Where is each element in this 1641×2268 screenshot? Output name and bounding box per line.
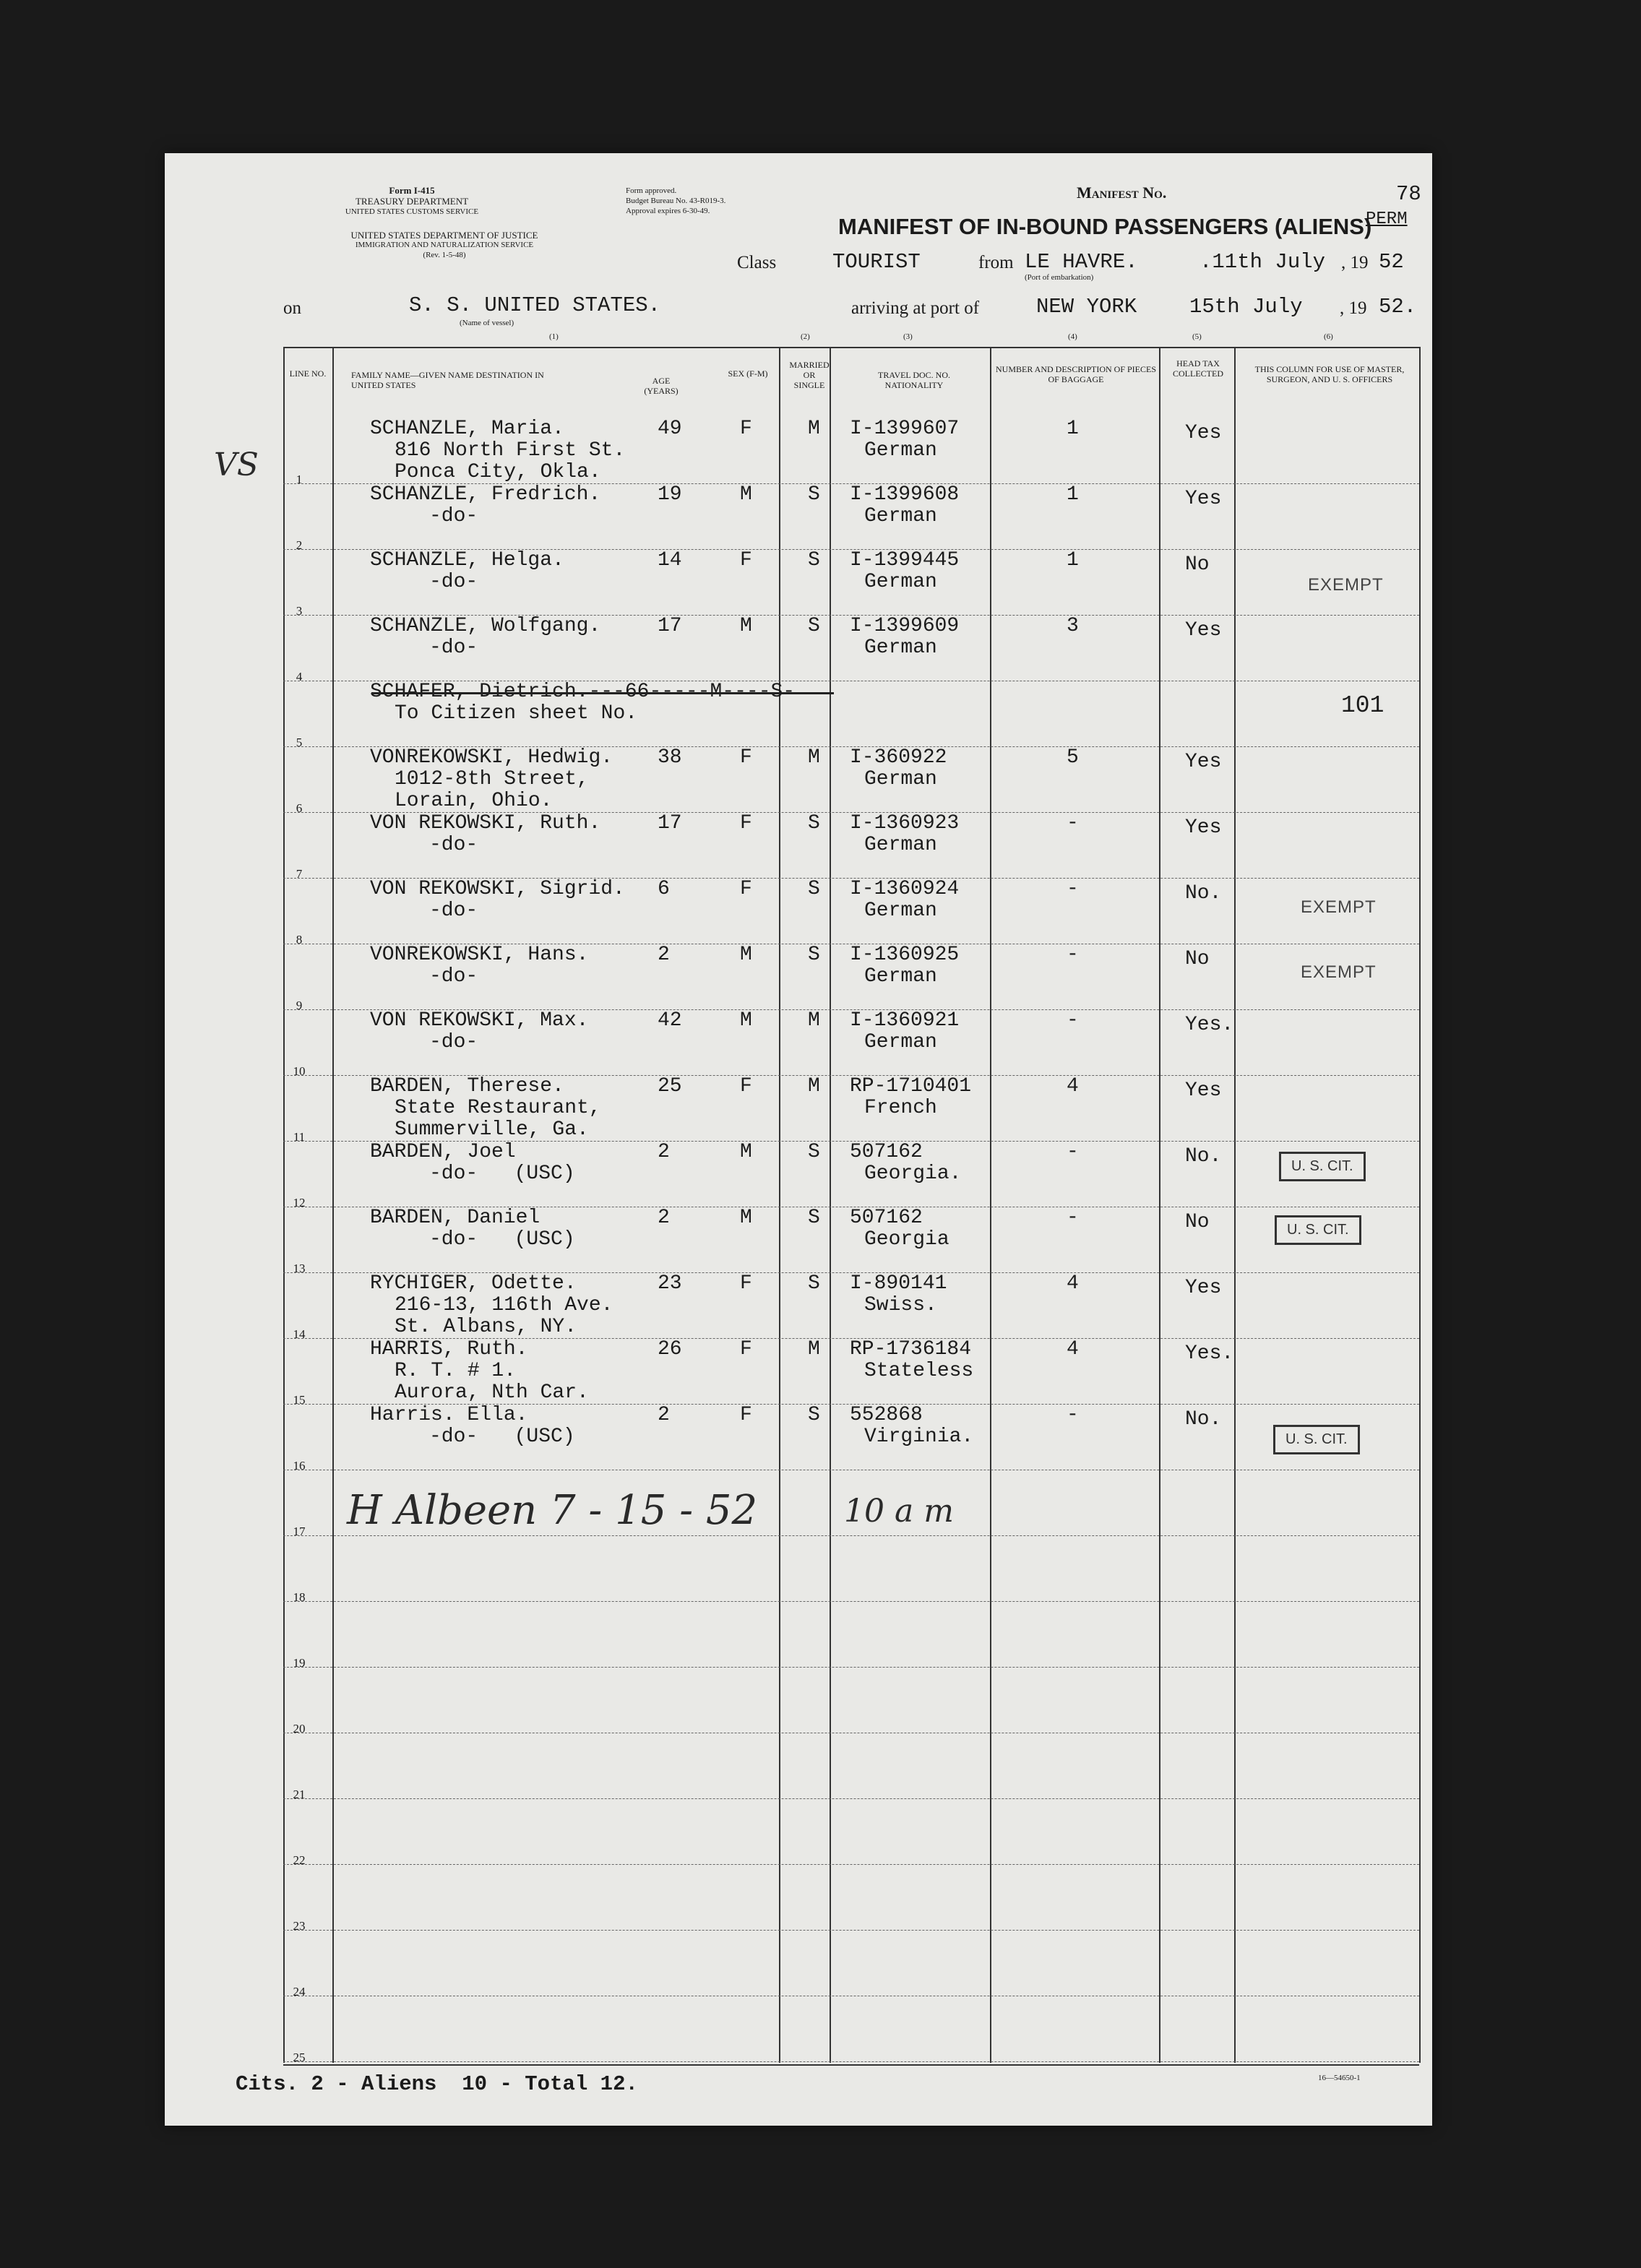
line-number: 17	[293, 1525, 306, 1538]
passenger-name: BARDEN, Joel	[370, 1141, 516, 1163]
marital-status: S	[808, 812, 820, 835]
arrival-port: NEW YORK	[1036, 295, 1137, 319]
line-number: 25	[293, 2051, 306, 2064]
exempt-stamp: EXEMPT	[1301, 897, 1377, 917]
destination: -do-	[429, 637, 478, 659]
passenger-name: SCHANZLE, Helga.	[370, 549, 564, 572]
destination-line-2: Aurora, Nth Car.	[395, 1381, 589, 1404]
arrival-time-note: 10 a m	[844, 1493, 954, 1530]
passenger-name: Harris. Ella.	[370, 1404, 528, 1426]
header-travel-doc: TRAVEL DOC. NO. NATIONALITY	[877, 370, 950, 390]
destination-line-2: Summerville, Ga.	[395, 1118, 589, 1141]
travel-doc-number: 507162	[850, 1141, 923, 1163]
head-tax: Yes.	[1185, 1342, 1234, 1365]
column-rule	[779, 347, 780, 2063]
marital-status: S	[808, 1207, 820, 1229]
line-number: 9	[296, 999, 303, 1012]
baggage-count: -	[1067, 878, 1079, 900]
travel-doc-number: I-1399609	[850, 615, 960, 637]
line-number: 14	[293, 1327, 306, 1341]
age: 49	[658, 418, 682, 440]
travel-doc-number: I-1399608	[850, 483, 960, 506]
from-label: from	[978, 253, 1014, 272]
nationality: German	[864, 900, 937, 922]
line-number: 18	[293, 1590, 306, 1604]
header-age: AGE (YEARS)	[644, 376, 679, 396]
line-number: 5	[296, 736, 303, 749]
travel-doc-number: 552868	[850, 1404, 923, 1426]
footer-summary: Cits. 2 - Aliens 10 - Total 12.	[236, 2072, 638, 2096]
head-tax: Yes	[1185, 422, 1222, 444]
nationality: Georgia.	[864, 1163, 962, 1185]
nationality: German	[864, 637, 937, 659]
manifest-number: 78	[1396, 182, 1421, 206]
vessel-name: S. S. UNITED STATES.	[409, 293, 661, 317]
header-married: MARRIED OR SINGLE	[789, 360, 830, 390]
marital-status: M	[808, 1009, 820, 1032]
sex: F	[740, 1075, 752, 1098]
age: 2	[658, 1404, 670, 1426]
line-number: 6	[296, 801, 303, 815]
sex: F	[740, 418, 752, 440]
destination: R. T. # 1.	[395, 1360, 517, 1382]
sex: M	[740, 1141, 752, 1163]
baggage-count: -	[1067, 1404, 1079, 1426]
exempt-stamp: EXEMPT	[1301, 962, 1377, 982]
marital-status: S	[808, 1141, 820, 1163]
row-divider	[283, 1535, 1419, 1536]
line-number: 24	[293, 1985, 306, 1998]
vs-mark: VS	[214, 447, 259, 483]
treasury-dept: TREASURY DEPARTMENT	[355, 196, 469, 207]
header-officers: THIS COLUMN FOR USE OF MASTER, SURGEON, AND U. S. OFFICERS	[1254, 364, 1405, 384]
travel-doc-number: I-360922	[850, 746, 947, 769]
baggage-count: -	[1067, 1207, 1079, 1229]
destination: -do-	[429, 571, 478, 593]
travel-doc-number: I-1399607	[850, 418, 960, 440]
header-sex: SEX (F-M)	[728, 368, 768, 379]
citizen-sheet-number: 101	[1341, 692, 1384, 719]
baggage-count: -	[1067, 944, 1079, 966]
passenger-name: RYCHIGER, Odette.	[370, 1272, 577, 1295]
sex: F	[740, 549, 752, 572]
embarkation-port: LE HAVRE.	[1025, 250, 1138, 274]
sex: F	[740, 1272, 752, 1295]
line-number: 8	[296, 933, 303, 947]
sex: F	[740, 1338, 752, 1361]
destination: -do-	[429, 1031, 478, 1053]
perm-mark: PERM	[1366, 210, 1408, 229]
baggage-count: -	[1067, 1009, 1079, 1032]
destination: To Citizen sheet No.	[395, 702, 638, 725]
form-revision: (Rev. 1-5-48)	[423, 251, 466, 259]
head-tax: Yes	[1185, 816, 1222, 839]
arrival-year: 52.	[1379, 295, 1417, 319]
passenger-name: VONREKOWSKI, Hedwig.	[370, 746, 613, 769]
line-number: 15	[293, 1393, 306, 1407]
header-head-tax: HEAD TAX COLLECTED	[1173, 358, 1223, 379]
destination-line-2: Ponca City, Okla.	[395, 461, 601, 483]
row-divider	[283, 1864, 1419, 1865]
line-number: 19	[293, 1656, 306, 1670]
baggage-count: 1	[1067, 483, 1079, 506]
line-number: 3	[296, 604, 303, 618]
destination: State Restaurant,	[395, 1097, 601, 1119]
passenger-name: SCHANZLE, Maria.	[370, 418, 564, 440]
passenger-name: SCHANZLE, Wolfgang.	[370, 615, 601, 637]
line-number: 22	[293, 1853, 306, 1867]
age: 25	[658, 1075, 682, 1098]
head-tax: Yes	[1185, 1079, 1222, 1102]
embarkation-caption: (Port of embarkation)	[1025, 273, 1094, 282]
col-num: (5)	[1192, 332, 1202, 341]
col-num: (3)	[903, 332, 913, 341]
year-prefix: , 19	[1340, 298, 1367, 318]
us-citizen-stamp: U. S. CIT.	[1279, 1152, 1366, 1181]
destination: -do-	[429, 505, 478, 527]
passenger-name: VON REKOWSKI, Sigrid.	[370, 878, 625, 900]
sex: F	[740, 746, 752, 769]
class-label: Class	[737, 253, 777, 272]
header-line-no: LINE NO.	[289, 368, 327, 379]
marital-status: M	[808, 1338, 820, 1361]
passenger-name: BARDEN, Therese.	[370, 1075, 564, 1098]
line-number: 13	[293, 1262, 306, 1275]
nationality: Georgia	[864, 1228, 949, 1251]
passenger-name: VON REKOWSKI, Max.	[370, 1009, 589, 1032]
exempt-stamp: EXEMPT	[1308, 575, 1384, 595]
travel-doc-number: I-1360921	[850, 1009, 960, 1032]
manifest-title: MANIFEST OF IN-BOUND PASSENGERS (ALIENS)	[838, 214, 1372, 239]
travel-doc-number: I-1399445	[850, 549, 960, 572]
manifest-label: Manifest No.	[1077, 184, 1167, 202]
nationality: German	[864, 505, 937, 527]
age: 17	[658, 615, 682, 637]
strike-line	[371, 692, 834, 694]
marital-status: M	[808, 746, 820, 769]
line-number: 11	[293, 1130, 306, 1144]
head-tax: No	[1185, 948, 1210, 970]
footer-form-code: 16—54650-1	[1318, 2074, 1361, 2082]
baggage-count: 1	[1067, 549, 1079, 572]
age: 19	[658, 483, 682, 506]
sex: M	[740, 1009, 752, 1032]
destination: -do-	[429, 834, 478, 856]
ins-service: IMMIGRATION AND NATURALIZATION SERVICE	[355, 241, 534, 249]
baggage-count: 3	[1067, 615, 1079, 637]
embarkation-year: 52	[1379, 250, 1404, 274]
marital-status: M	[808, 1075, 820, 1098]
passenger-name: HARRIS, Ruth.	[370, 1338, 528, 1361]
baggage-count: -	[1067, 1141, 1079, 1163]
row-divider	[283, 1601, 1419, 1602]
marital-status: S	[808, 944, 820, 966]
nationality: German	[864, 571, 937, 593]
baggage-count: 4	[1067, 1075, 1079, 1098]
marital-status: M	[808, 418, 820, 440]
header-baggage: NUMBER AND DESCRIPTION OF PIECES OF BAGGAGE	[995, 364, 1157, 384]
arriving-label: arriving at port of	[851, 298, 980, 318]
destination: -do-	[429, 965, 478, 988]
line-number: 2	[296, 538, 303, 552]
nationality: Virginia.	[864, 1426, 974, 1448]
destination-line-2: Lorain, Ohio.	[395, 790, 553, 812]
age: 2	[658, 1141, 670, 1163]
sex: F	[740, 1404, 752, 1426]
customs-service: UNITED STATES CUSTOMS SERVICE	[345, 207, 479, 216]
head-tax: No.	[1185, 882, 1222, 905]
travel-doc-number: I-1360925	[850, 944, 960, 966]
nationality: German	[864, 768, 937, 790]
col-num: (6)	[1324, 332, 1333, 341]
travel-doc-number: 507162	[850, 1207, 923, 1229]
col-num: (2)	[801, 332, 810, 341]
approval-line: Form approved.	[626, 186, 677, 195]
sex: F	[740, 878, 752, 900]
nationality: German	[864, 439, 937, 462]
line-number: 12	[293, 1196, 306, 1210]
line-number: 23	[293, 1919, 306, 1933]
nationality: Stateless	[864, 1360, 974, 1382]
row-divider	[283, 1798, 1419, 1799]
line-number: 16	[293, 1459, 306, 1473]
marital-status: S	[808, 878, 820, 900]
travel-doc-number: RP-1736184	[850, 1338, 972, 1361]
baggage-count: 4	[1067, 1272, 1079, 1295]
passenger-name: BARDEN, Daniel	[370, 1207, 540, 1229]
arrival-date: 15th July	[1189, 295, 1303, 319]
head-tax: Yes.	[1185, 1014, 1234, 1036]
passenger-name: VON REKOWSKI, Ruth.	[370, 812, 601, 835]
approval-line: Approval expires 6-30-49.	[626, 207, 710, 215]
year-prefix: , 19	[1341, 253, 1369, 272]
head-tax: No.	[1185, 1145, 1222, 1168]
row-divider	[283, 2061, 1419, 2062]
embarkation-date: .11th July	[1199, 250, 1326, 274]
column-rule	[1234, 347, 1236, 2063]
age: 6	[658, 878, 670, 900]
vessel-caption: (Name of vessel)	[460, 319, 514, 327]
age: 42	[658, 1009, 682, 1032]
marital-status: S	[808, 1404, 820, 1426]
passenger-name: SCHANZLE, Fredrich.	[370, 483, 601, 506]
destination: -do-	[429, 900, 478, 922]
destination: 1012-8th Street,	[395, 768, 589, 790]
sex: F	[740, 812, 752, 835]
head-tax: Yes	[1185, 751, 1222, 773]
line-number: 1	[296, 473, 303, 486]
passenger-name: VONREKOWSKI, Hans.	[370, 944, 589, 966]
sex: M	[740, 615, 752, 637]
line-number: 7	[296, 867, 303, 881]
nationality: German	[864, 834, 937, 856]
line-number: 10	[293, 1064, 306, 1078]
us-citizen-stamp: U. S. CIT.	[1273, 1425, 1360, 1454]
approval-line: Budget Bureau No. 43-R019-3.	[626, 197, 726, 205]
column-rule	[1159, 347, 1160, 2063]
head-tax: No	[1185, 1211, 1210, 1233]
line-number: 21	[293, 1788, 306, 1801]
age: 2	[658, 944, 670, 966]
form-number: Form I-415	[389, 185, 435, 196]
column-rule	[283, 347, 285, 2063]
head-tax: Yes	[1185, 488, 1222, 510]
marital-status: S	[808, 1272, 820, 1295]
baggage-count: -	[1067, 812, 1079, 835]
travel-doc-number: I-1360923	[850, 812, 960, 835]
us-citizen-stamp: U. S. CIT.	[1275, 1215, 1361, 1245]
destination: -do- (USC)	[429, 1426, 575, 1448]
line-number: 20	[293, 1722, 306, 1736]
nationality: German	[864, 965, 937, 988]
column-rule	[332, 347, 334, 2063]
col-num: (1)	[549, 332, 559, 341]
travel-doc-number: I-1360924	[850, 878, 960, 900]
nationality: French	[864, 1097, 937, 1119]
nationality: Swiss.	[864, 1294, 937, 1316]
age: 14	[658, 549, 682, 572]
header-name: FAMILY NAME—GIVEN NAME DESTINATION IN UNITED STATES	[351, 370, 544, 390]
sex: M	[740, 483, 752, 506]
inspector-signature: H Albeen 7 - 15 - 52	[347, 1487, 758, 1534]
destination: -do- (USC)	[429, 1163, 575, 1185]
destination: 216-13, 116th Ave.	[395, 1294, 613, 1316]
column-rule	[990, 347, 991, 2063]
age: 26	[658, 1338, 682, 1361]
destination: -do- (USC)	[429, 1228, 575, 1251]
column-rule	[830, 347, 831, 2063]
sex: M	[740, 944, 752, 966]
age: 17	[658, 812, 682, 835]
line-number: 4	[296, 670, 303, 684]
head-tax: No	[1185, 553, 1210, 576]
justice-dept: UNITED STATES DEPARTMENT OF JUSTICE	[350, 230, 538, 241]
head-tax: No.	[1185, 1408, 1222, 1431]
head-tax: Yes	[1185, 619, 1222, 642]
passenger-name: SCHAFER, Dietrich.---66-----M----S-	[370, 681, 796, 703]
marital-status: S	[808, 549, 820, 572]
head-tax: Yes	[1185, 1277, 1222, 1299]
marital-status: S	[808, 483, 820, 506]
col-num: (4)	[1068, 332, 1077, 341]
age: 38	[658, 746, 682, 769]
age: 23	[658, 1272, 682, 1295]
sex: M	[740, 1207, 752, 1229]
row-divider	[283, 1667, 1419, 1668]
column-rule	[1419, 347, 1421, 2063]
travel-doc-number: RP-1710401	[850, 1075, 972, 1098]
baggage-count: 1	[1067, 418, 1079, 440]
destination-line-2: St. Albans, NY.	[395, 1316, 577, 1338]
on-label: on	[283, 298, 301, 318]
marital-status: S	[808, 615, 820, 637]
age: 2	[658, 1207, 670, 1229]
baggage-count: 5	[1067, 746, 1079, 769]
row-divider	[283, 1930, 1419, 1931]
baggage-count: 4	[1067, 1338, 1079, 1361]
nationality: German	[864, 1031, 937, 1053]
class-value: TOURIST	[832, 250, 921, 274]
destination: 816 North First St.	[395, 439, 626, 462]
travel-doc-number: I-890141	[850, 1272, 947, 1295]
